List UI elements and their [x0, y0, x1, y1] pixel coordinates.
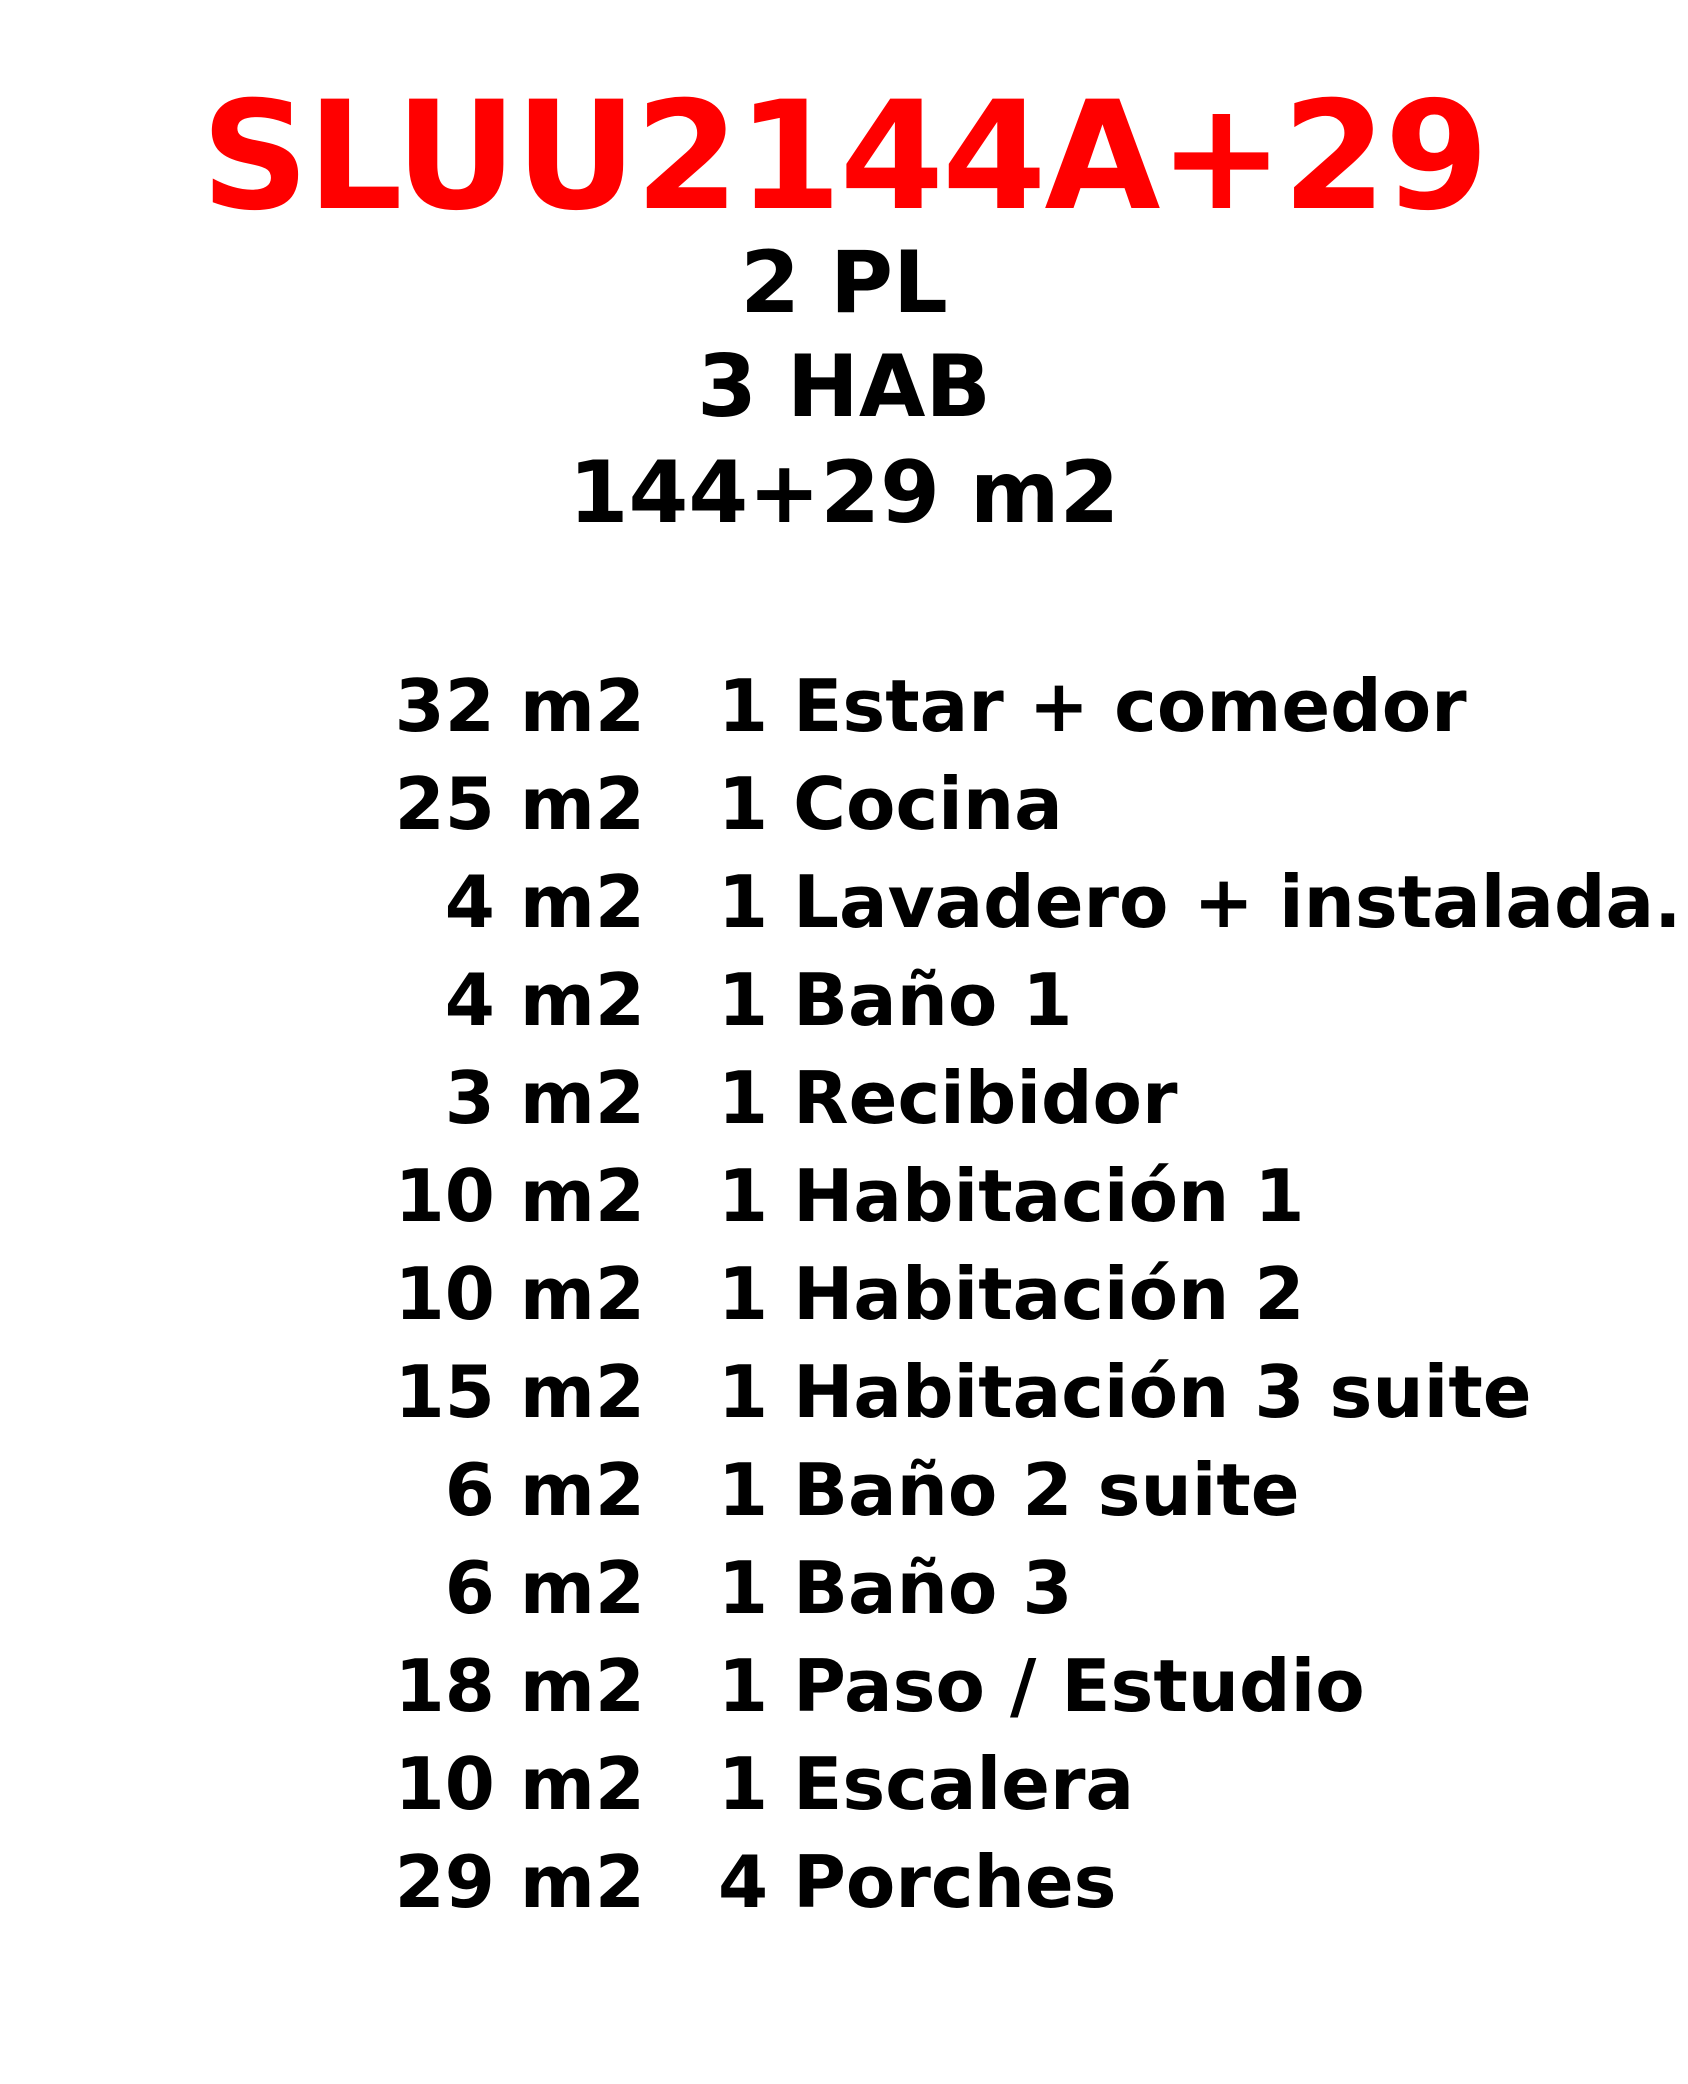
room-area: 10 m2 [394, 1154, 645, 1238]
room-row [0, 1539, 1688, 1637]
room-row [0, 1637, 1688, 1735]
room-row [0, 1735, 1688, 1833]
room-name: 1 Baño 3 [718, 1546, 1073, 1630]
room-row [0, 1441, 1688, 1539]
room-area: 3 m2 [444, 1056, 645, 1140]
room-name: 1 Estar + comedor [718, 664, 1467, 748]
room-row [0, 951, 1688, 1049]
room-name: 1 Habitación 3 suite [718, 1350, 1532, 1434]
room-row [0, 1245, 1688, 1343]
total-area-label: 144+29 m2 [568, 443, 1120, 543]
room-row [0, 657, 1688, 755]
room-name: 1 Habitación 1 [718, 1154, 1305, 1238]
room-row [0, 755, 1688, 853]
room-area: 4 m2 [444, 860, 645, 944]
room-name: 1 Habitación 2 [718, 1252, 1305, 1336]
room-area: 6 m2 [444, 1448, 645, 1532]
property-code: SLUU2144A+29 [201, 70, 1487, 244]
room-row [0, 1833, 1688, 1931]
room-area: 15 m2 [394, 1350, 645, 1434]
room-name: 1 Baño 2 suite [718, 1448, 1300, 1532]
room-name: 1 Lavadero + instalada. [718, 860, 1682, 944]
room-row [0, 1147, 1688, 1245]
room-area: 18 m2 [394, 1644, 645, 1728]
room-area: 25 m2 [394, 762, 645, 846]
room-name: 1 Baño 1 [718, 958, 1073, 1042]
room-row [0, 853, 1688, 951]
bedrooms-label: 3 HAB [697, 337, 991, 437]
room-area: 4 m2 [444, 958, 645, 1042]
room-name: 1 Escalera [718, 1742, 1135, 1826]
room-area: 10 m2 [394, 1252, 645, 1336]
room-name: 4 Porches [718, 1840, 1117, 1924]
room-area: 6 m2 [444, 1546, 645, 1630]
room-row [0, 1343, 1688, 1441]
floors-label: 2 PL [740, 233, 948, 333]
room-area: 10 m2 [394, 1742, 645, 1826]
room-name: 1 Recibidor [718, 1056, 1178, 1140]
room-area: 29 m2 [394, 1840, 645, 1924]
room-row [0, 1049, 1688, 1147]
room-name: 1 Paso / Estudio [718, 1644, 1365, 1728]
room-area: 32 m2 [394, 664, 645, 748]
room-name: 1 Cocina [718, 762, 1063, 846]
